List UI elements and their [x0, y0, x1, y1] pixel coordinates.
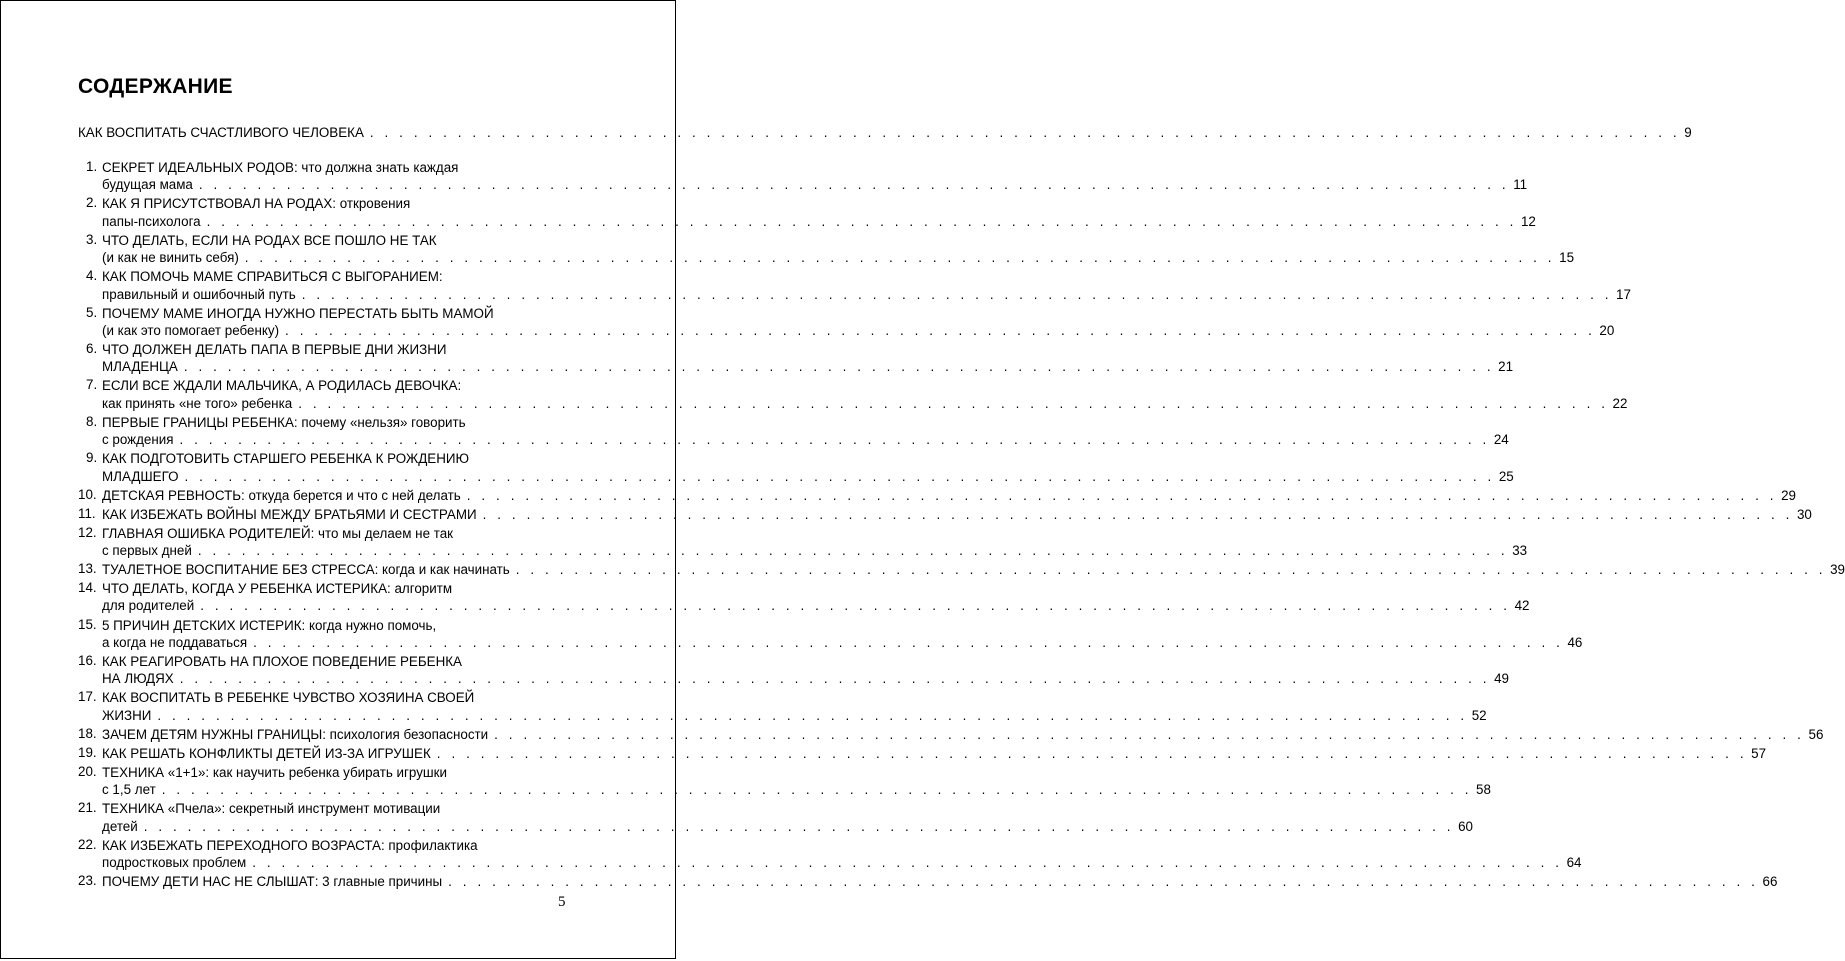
leader-dots: . . . . . . . . . . . . . . . . . . . . . . . . . . . . . . . . . . . . . . . . . . . . . . . . . . . . . . . . . . . . . . . . . . . . . . . . . . . . . . . . . . . . . . . . . . [179, 671, 1491, 687]
toc-entry-number: 21. [78, 800, 97, 816]
leader-dots: . . . . . . . . . . . . . . . . . . . . . . . . . . . . . . . . . . . . . . . . . . . . . . . . . . . . . . . . . . . . . . . . . . . . . . . . . . . . . . . . . . . . . . . . . . [179, 432, 1490, 448]
toc-entry-title-line: КАК Я ПРИСУТСТВОВАЛ НА РОДАХ: откровения [102, 196, 411, 212]
leader-dots: . . . . . . . . . . . . . . . . . . . . . . . . . . . . . . . . . . . . . . . . . . . . . . . . . . . . . . . . . . . . . . . . . . . . . . . . . . . . . . . . . . . . . . . . . . [298, 395, 1609, 411]
toc-entry-page: 60 [1458, 818, 1473, 834]
toc-entry-number: 23. [78, 873, 97, 889]
toc-entry-page: 39 [1830, 562, 1845, 578]
toc-entry-page: 20 [1599, 322, 1615, 338]
toc-entry-page: 58 [1476, 782, 1491, 798]
leader-dots: . . . . . . . . . . . . . . . . . . . . . . . . . . . . . . . . . . . . . . . . . . . . . . . . . . . . . . . . . . . . . . . . . . . . . . . . . . . . . . . . . . . . . . . . . . [252, 854, 1563, 870]
toc-entry-title-line: будущая мама [102, 177, 193, 193]
toc-entry-title-line: СЕКРЕТ ИДЕАЛЬНЫХ РОДОВ: что должна знать каждая [102, 160, 459, 175]
toc-entry-title-line: ТЕХНИКА «1+1»: как научить ребенка убирать игрушки [102, 764, 447, 780]
toc-entry-title-line: КАК ВОСПИТАТЬ В РЕБЕНКЕ ЧУВСТВО ХОЗЯИНА СВОЕЙ [102, 690, 475, 706]
toc-entry-title-line: а когда не поддаваться [102, 634, 248, 650]
toc-entry-number: 22. [78, 836, 97, 852]
toc-entry-title-line: КАК ПОМОЧЬ МАМЕ СПРАВИТЬСЯ С ВЫГОРАНИЕМ: [102, 269, 443, 285]
leader-dots: . . . . . . . . . . . . . . . . . . . . . . . . . . . . . . . . . . . . . . . . . . . . . . . . . . . . . . . . . . . . . . . . . . . . . . . . . . . . . . . . . . . . . . . . . . [184, 468, 1495, 484]
toc-entry-title-line: (и как это помогает ребенку) [102, 322, 280, 338]
toc-entry-number: 2. [86, 195, 98, 211]
toc-entry-title-line: ЖИЗНИ [102, 707, 152, 723]
toc-entry-title-line: ЧТО ДЕЛАТЬ, ЕСЛИ НА РОДАХ ВСЕ ПОШЛО НЕ ТАК [102, 232, 437, 248]
toc-entry-number: 16. [78, 652, 97, 668]
leader-dots: . . . . . . . . . . . . . . . . . . . . . . . . . . . . . . . . . . . . . . . . . . . . . . . . . . . . . . . . . . . . . . . . . . . . . . . . . . . . . . . . . . . . . . . . . . [301, 286, 1613, 302]
toc-entry-title-line: ПОЧЕМУ ДЕТИ НАС НЕ СЛЫШАТ: 3 главные причины [102, 874, 443, 890]
toc-entry-page: 49 [1494, 671, 1509, 687]
toc-entry-page: 17 [1616, 286, 1631, 302]
leader-dots: . . . . . . . . . . . . . . . . . . . . . . . . . . . . . . . . . . . . . . . . . . . . . . . . . . . . . . . . . . . . . . . . . . . . . . . . . . . . . . . . . . . . . . . . . . [494, 726, 1805, 742]
toc-entry-page: 30 [1796, 506, 1812, 522]
leader-dots: . . . . . . . . . . . . . . . . . . . . . . . . . . . . . . . . . . . . . . . . . . . . . . . . . . . . . . . . . . . . . . . . . . . . . . . . . . . . . . . . . . . . . . . . . . [161, 782, 1473, 798]
toc-intro-page: 9 [1684, 125, 1692, 140]
toc-entry-number: 9. [86, 450, 98, 466]
toc-entry-title-line: ДЕТСКАЯ РЕВНОСТЬ: откуда берется и что с ней делать [102, 487, 461, 503]
toc-entry-title-line: ГЛАВНАЯ ОШИБКА РОДИТЕЛЕЙ: что мы делаем не так [102, 525, 454, 541]
toc-entry-title-line: с рождения [102, 432, 174, 448]
toc-heading: СОДЕРЖАНИЕ [78, 75, 233, 98]
toc-entry-page: 33 [1512, 543, 1528, 559]
toc-entry-title-line: с первых дней [102, 543, 192, 559]
toc-entry-page: 52 [1471, 707, 1487, 723]
toc-entry-title-line: подростковых проблем [102, 854, 247, 870]
toc-entry-title-line: КАК ПОДГОТОВИТЬ СТАРШЕГО РЕБЕНКА К РОЖДЕНИЮ [102, 451, 470, 467]
leader-dots: . . . . . . . . . . . . . . . . . . . . . . . . . . . . . . . . . . . . . . . . . . . . . . . . . . . . . . . . . . . . . . . . . . . . . . . . . . . . . . . . . . . . . . . . . . [482, 506, 1793, 522]
leader-dots: . . . . . . . . . . . . . . . . . . . . . . . . . . . . . . . . . . . . . . . . . . . . . . . . . . . . . . . . . . . . . . . . . . . . . . . . . . . . . . . . . . . . . . . . . . [515, 562, 1827, 578]
toc-entry-page: 66 [1762, 874, 1778, 890]
toc-entry-number: 14. [78, 580, 97, 596]
toc-entry-title-line: КАК ИЗБЕЖАТЬ ВОЙНЫ МЕЖДУ БРАТЬЯМИ И СЕСТРАМИ [102, 506, 477, 522]
toc-entry-title-line: правильный и ошибочный путь [102, 286, 296, 302]
leader-dots: . . . . . . . . . . . . . . . . . . . . . . . . . . . . . . . . . . . . . . . . . . . . . . . . . . . . . . . . . . . . . . . . . . . . . . . . . . . . . . . . . . . . . . . . . . [369, 125, 1681, 140]
toc-entry-number: 18. [78, 725, 97, 741]
toc-entry-title-line: с 1,5 лет [102, 782, 156, 798]
toc-entry-page: 11 [1513, 177, 1528, 193]
toc-entry-title-line: НА ЛЮДЯХ [102, 671, 174, 687]
toc-entry-number: 17. [78, 689, 97, 705]
toc-entry-number: 6. [86, 341, 98, 356]
toc-entry-title-line: МЛАДШЕГО [102, 468, 179, 484]
toc-entry-title-line: ЗАЧЕМ ДЕТЯМ НУЖНЫ ГРАНИЦЫ: психология безопасности [102, 726, 489, 742]
toc-entry-page: 15 [1559, 250, 1575, 266]
toc-entry-title-line: ТУАЛЕТНОЕ ВОСПИТАНИЕ БЕЗ СТРЕССА: когда и как начинать [102, 562, 510, 578]
leader-dots: . . . . . . . . . . . . . . . . . . . . . . . . . . . . . . . . . . . . . . . . . . . . . . . . . . . . . . . . . . . . . . . . . . . . . . . . . . . . . . . . . . . . . . . . . . [200, 598, 1511, 614]
toc-entry-title-line: ПОЧЕМУ МАМЕ ИНОГДА НУЖНО ПЕРЕСТАТЬ БЫТЬ МАМОЙ [102, 305, 494, 321]
toc-entry-page: 24 [1493, 432, 1509, 448]
toc-entry-title-line: КАК ИЗБЕЖАТЬ ПЕРЕХОДНОГО ВОЗРАСТА: профилактика [102, 837, 478, 853]
toc-entry-title-line: ПЕРВЫЕ ГРАНИЦЫ РЕБЕНКА: почему «нельзя» говорить [102, 414, 466, 430]
leader-dots: . . . . . . . . . . . . . . . . . . . . . . . . . . . . . . . . . . . . . . . . . . . . . . . . . . . . . . . . . . . . . . . . . . . . . . . . . . . . . . . . . . . . . . . . . . [448, 874, 1759, 890]
toc-entry-title-line: ЕСЛИ ВСЕ ЖДАЛИ МАЛЬЧИКА, А РОДИЛАСЬ ДЕВОЧКА: [102, 378, 462, 394]
toc-entry-page: 21 [1498, 359, 1514, 375]
toc-entry-number: 5. [86, 304, 98, 320]
leader-dots: . . . . . . . . . . . . . . . . . . . . . . . . . . . . . . . . . . . . . . . . . . . . . . . . . . . . . . . . . . . . . . . . . . . . . . . . . . . . . . . . . . . . . . . . . . [183, 359, 1495, 375]
leader-dots: . . . . . . . . . . . . . . . . . . . . . . . . . . . . . . . . . . . . . . . . . . . . . . . . . . . . . . . . . . . . . . . . . . . . . . . . . . . . . . . . . . . . . . . . . . [206, 213, 1517, 229]
toc-entry-number: 8. [86, 413, 98, 429]
toc-entry-number: 19. [78, 744, 97, 760]
toc-entry-number: 7. [86, 377, 98, 393]
toc-entry-number: 4. [86, 268, 98, 284]
toc-entry-title-line: МЛАДЕНЦА [102, 359, 178, 375]
toc-entry-page: 56 [1808, 726, 1824, 742]
toc-intro-title: КАК ВОСПИТАТЬ СЧАСТЛИВОГО ЧЕЛОВЕКА [78, 125, 364, 140]
toc-entry-page: 29 [1781, 487, 1797, 503]
toc-entry-number: 1. [86, 159, 98, 174]
toc-entry-title-line: (и как не винить себя) [102, 250, 239, 266]
toc-entry-page: 57 [1751, 745, 1767, 761]
leader-dots: . . . . . . . . . . . . . . . . . . . . . . . . . . . . . . . . . . . . . . . . . . . . . . . . . . . . . . . . . . . . . . . . . . . . . . . . . . . . . . . . . . . . . . . . . . [244, 250, 1556, 266]
toc-entry-number: 20. [78, 763, 97, 779]
leader-dots: . . . . . . . . . . . . . . . . . . . . . . . . . . . . . . . . . . . . . . . . . . . . . . . . . . . . . . . . . . . . . . . . . . . . . . . . . . . . . . . . . . . . . . . . . . [197, 543, 1509, 559]
toc-entry-number: 10. [78, 486, 97, 502]
leader-dots: . . . . . . . . . . . . . . . . . . . . . . . . . . . . . . . . . . . . . . . . . . . . . . . . . . . . . . . . . . . . . . . . . . . . . . . . . . . . . . . . . . . . . . . . . . [157, 707, 1468, 723]
leader-dots: . . . . . . . . . . . . . . . . . . . . . . . . . . . . . . . . . . . . . . . . . . . . . . . . . . . . . . . . . . . . . . . . . . . . . . . . . . . . . . . . . . . . . . . . . . [198, 177, 1510, 193]
toc-entry-title-line: папы-психолога [102, 213, 201, 229]
toc-entry-page: 42 [1514, 598, 1530, 614]
toc-entry-title-line: ЧТО ДЕЛАТЬ, КОГДА У РЕБЕНКА ИСТЕРИКА: алгоритм [102, 581, 453, 597]
toc-entry-title-line: ТЕХНИКА «Пчела»: секретный инструмент мотивации [102, 801, 441, 817]
leader-dots: . . . . . . . . . . . . . . . . . . . . . . . . . . . . . . . . . . . . . . . . . . . . . . . . . . . . . . . . . . . . . . . . . . . . . . . . . . . . . . . . . . . . . . . . . . [285, 322, 1596, 338]
toc-entry-number: 12. [78, 524, 97, 540]
toc-entry-title-line: 5 ПРИЧИН ДЕТСКИХ ИСТЕРИК: когда нужно помочь, [102, 617, 437, 633]
toc-entry-number: 3. [86, 231, 98, 247]
toc-entry-title-line: КАК РЕШАТЬ КОНФЛИКТЫ ДЕТЕЙ ИЗ-ЗА ИГРУШЕК [102, 745, 431, 761]
toc-entry-title-line: для родителей [102, 598, 195, 614]
toc-entry-number: 11. [78, 505, 96, 521]
page-number: 5 [558, 894, 566, 910]
toc-entry-title-line: ЧТО ДОЛЖЕН ДЕЛАТЬ ПАПА В ПЕРВЫЕ ДНИ ЖИЗНИ [102, 342, 447, 357]
leader-dots: . . . . . . . . . . . . . . . . . . . . . . . . . . . . . . . . . . . . . . . . . . . . . . . . . . . . . . . . . . . . . . . . . . . . . . . . . . . . . . . . . . . . . . . . . . [253, 634, 1564, 650]
toc-entry-page: 64 [1566, 854, 1582, 870]
toc-entry-number: 13. [78, 561, 97, 577]
leader-dots: . . . . . . . . . . . . . . . . . . . . . . . . . . . . . . . . . . . . . . . . . . . . . . . . . . . . . . . . . . . . . . . . . . . . . . . . . . . . . . . . . . . . . . . . . . [466, 487, 1778, 503]
leader-dots: . . . . . . . . . . . . . . . . . . . . . . . . . . . . . . . . . . . . . . . . . . . . . . . . . . . . . . . . . . . . . . . . . . . . . . . . . . . . . . . . . . . . . . . . . . [143, 818, 1455, 834]
toc-entry-title-line: детей [102, 818, 138, 834]
toc-entry-page: 12 [1520, 213, 1536, 229]
toc-entry-number: 15. [78, 616, 97, 632]
toc-entry-title-line: КАК РЕАГИРОВАТЬ НА ПЛОХОЕ ПОВЕДЕНИЕ РЕБЕНКА [102, 653, 462, 669]
toc-entry-page: 46 [1567, 634, 1583, 650]
toc-entry-title-line: как принять «не того» ребенка [102, 395, 293, 411]
leader-dots: . . . . . . . . . . . . . . . . . . . . . . . . . . . . . . . . . . . . . . . . . . . . . . . . . . . . . . . . . . . . . . . . . . . . . . . . . . . . . . . . . . . . . . . . . . [436, 745, 1748, 761]
toc-entry-page: 22 [1612, 395, 1628, 411]
toc-entry-page: 25 [1498, 468, 1514, 484]
